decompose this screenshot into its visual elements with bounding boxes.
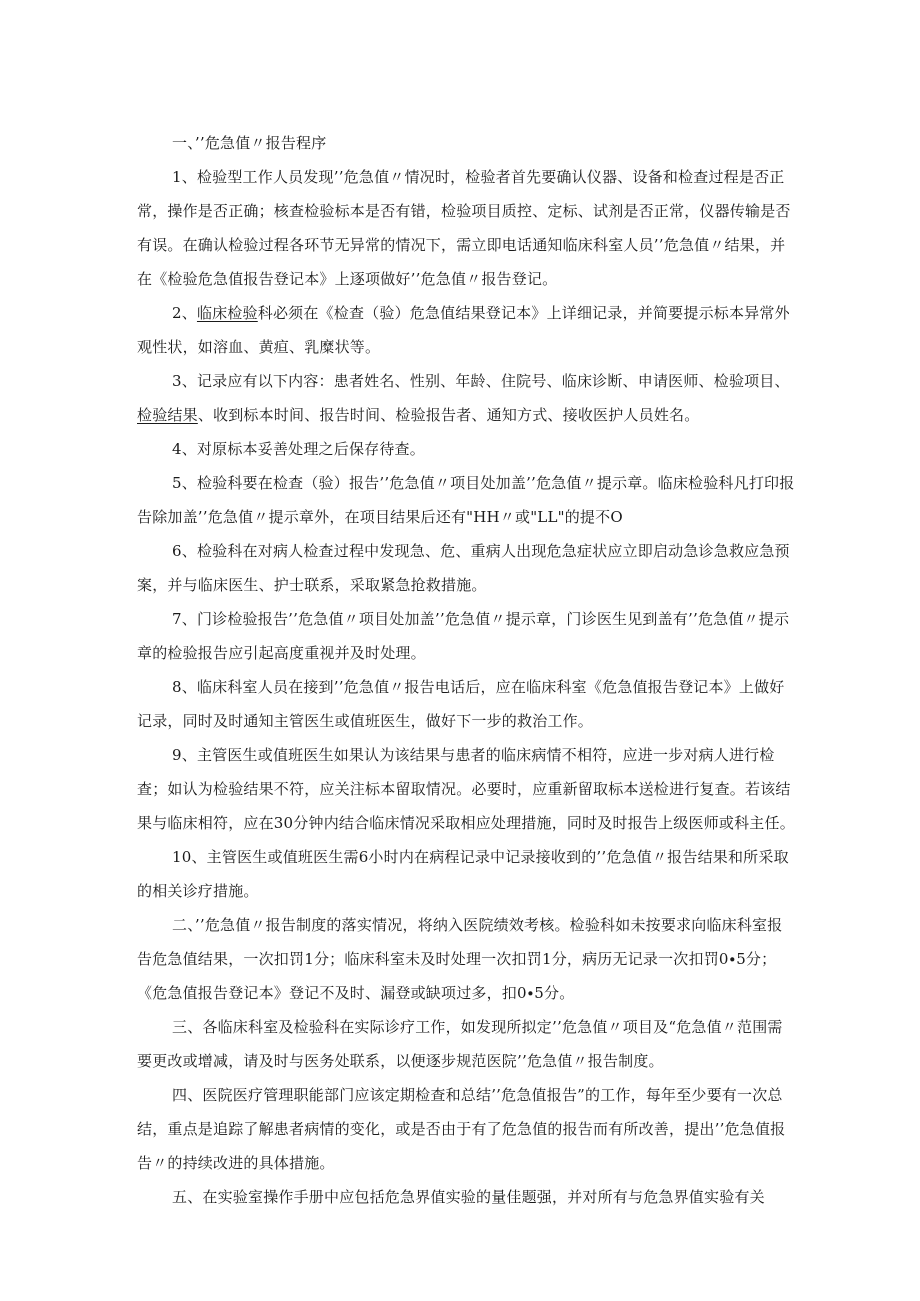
paragraph-item-6: 6、检验科在对病人检查过程中发现急、危、重病人出现危急症状应立即启动急诊急救应急预案，并与临床医生、护士联系，采取紧急抢救措施。 xyxy=(137,542,790,594)
paragraph-item-3: 3、记录应有以下内容：患者姓名、性别、年龄、住院号、临床诊断、申请医师、检验项目、检验结果、收到标本时间、报告时间、检验报告者、通知方式、接收医护人员姓名。 xyxy=(137,372,790,424)
paragraph-item-5: 5、检验科要在检查（验）报告’’危急值〃项目处加盖’’危急值〃提示章。临床检验科凡打印报告除加盖’’危急值〃提示章外，在项目结果后还有"HH〃或"LL"的提不O xyxy=(137,474,795,526)
paragraph-item-4: 4、对原标本妥善处理之后保存待查。 xyxy=(172,440,425,458)
section-4: 四、医院医疗管理职能部门应该定期检查和总结’’危急值报告”的工作，每年至少要有一次总结，重点是追踪了解患者病情的变化，或是否由于有了危急值的报告而有所改善，提出’’危急值报告〃的持续改进的具体措施。 xyxy=(137,1086,786,1172)
underlined-term: 检验结果 xyxy=(137,406,198,424)
paragraph-item-7: 7、门诊检验报告’’危急值〃项目处加盖’’危急值〃提示章，门诊医生见到盖有’’危急值〃提示章的检验报告应引起高度重视并及时处理。 xyxy=(137,610,790,662)
paragraph-item-9: 9、主管医生或值班医生如果认为该结果与患者的临床病情不相符，应进一步对病人进行检查；如认为检验结果不符，应关注标本留取情况。必要时，应重新留取标本送检进行复查。若该结果与临床相符，应在30分钟内结合临床情况采取相应处理措施，同时及时报告上级医师或科主任。 xyxy=(137,746,795,832)
section-2: 二、’’危急值〃报告制度的落实情况，将纳入医院绩效考核。检验科如未按要求向临床科室报告危急值结果，一次扣罚1分；临床科室未及时处理一次扣罚1分，病历无记录一次扣罚0∙5分；《危急值报告登记本》登记不及时、漏登或缺项过多，扣0∙5分。 xyxy=(137,916,783,1002)
paragraph-item-2: 2、临床检验科必须在《检查（验）危急值结果登记本》上详细记录，并简要提示标本异常外观性状，如溶血、黄疸、乳糜状等。 xyxy=(137,304,790,356)
section-3: 三、各临床科室及检验科在实际诊疗工作，如发现所拟定’’危急值〃项目及“危急值〃范围需要更改或增减，请及时与医务处联系，以便逐步规范医院’’危急值〃报告制度。 xyxy=(137,1018,783,1070)
section-5: 五、在实验室操作手册中应包括危急界值实验的量佳题强，并对所有与危急界值实验有关 xyxy=(172,1188,765,1206)
paragraph-item-10: 10、主管医生或值班医生需6小时内在病程记录中记录接收到的’’危急值〃报告结果和所采取的相关诊疗措施。 xyxy=(137,848,789,900)
underlined-term: 临床检验 xyxy=(196,304,258,322)
document-body xyxy=(137,126,797,1214)
section-heading-1: 一、’’危急值〃报告程序 xyxy=(172,134,327,152)
paragraph-item-8: 8、临床科室人员在接到’’危急值〃报告电话后，应在临床科室《危急值报告登记本》上做好记录，同时及时通知主管医生或值班医生，做好下一步的救治工作。 xyxy=(137,678,785,730)
paragraph-item-1: 1、检验型工作人员发现’’危急值〃情况时，检验者首先要确认仪器、设备和检查过程是否正常，操作是否正确；核查检验标本是否有错，检验项目质控、定标、试剂是否正常，仪器传输是否有误。在确认检验过程各环节无异常的情况下，需立即电话通知临床科室人员’’危急值〃结果，并在《检验危急值报告登记本》上逐项做好’’危急值〃报告登记。 xyxy=(137,168,791,288)
